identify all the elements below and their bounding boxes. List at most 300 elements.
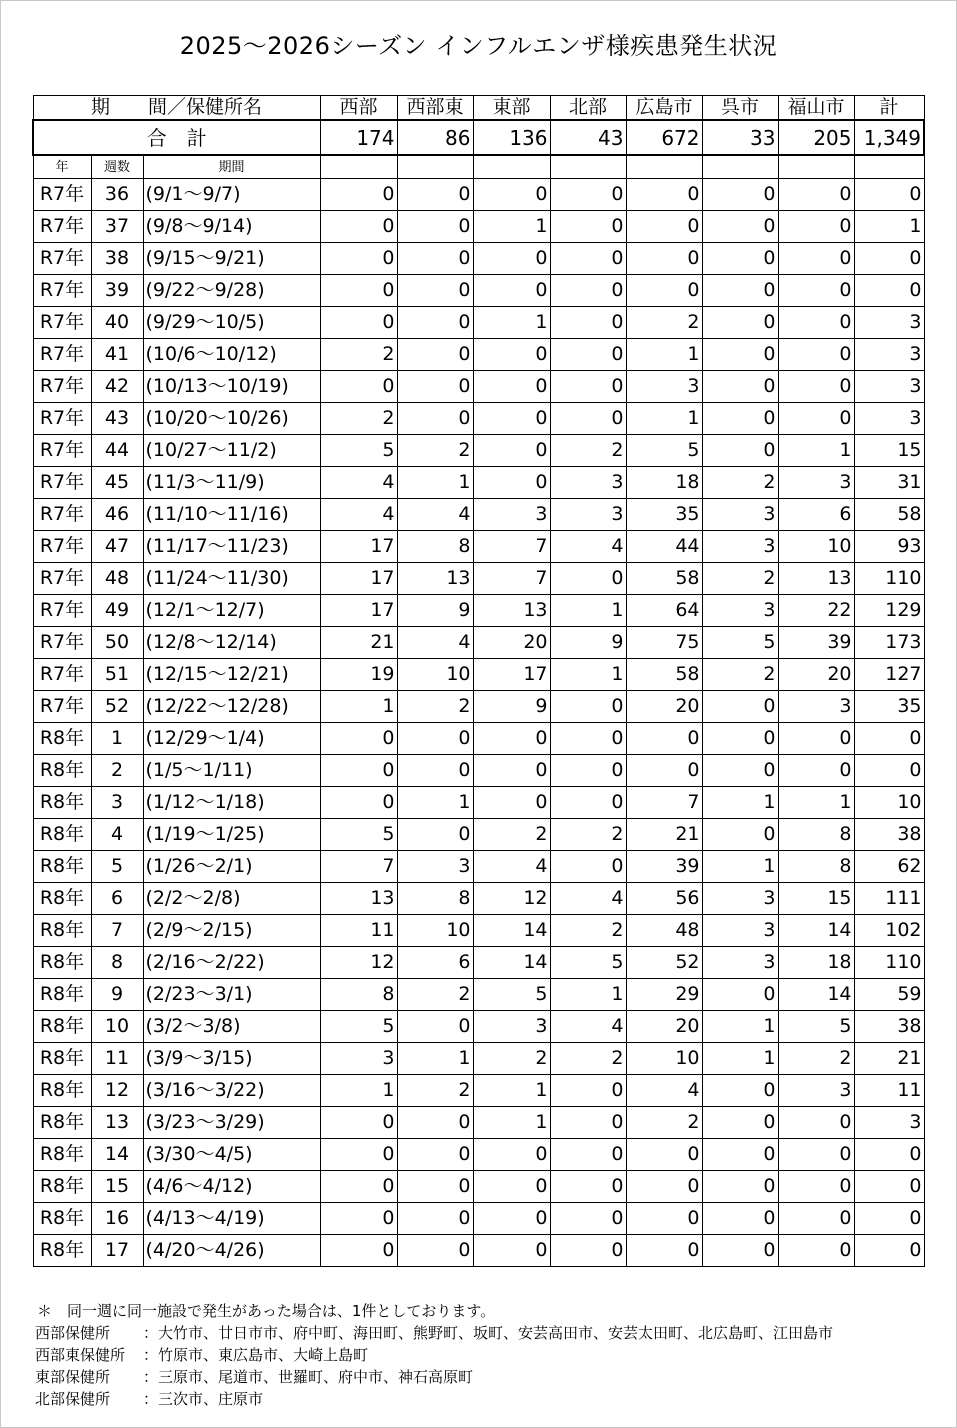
cell-hokubu: 3 xyxy=(550,467,626,499)
row-period: (11/24～11/30) xyxy=(143,563,320,595)
district-name: 西部保健所 xyxy=(35,1324,111,1342)
cell-hiroshima: 7 xyxy=(626,787,702,819)
table-row xyxy=(33,211,924,243)
table-row xyxy=(33,563,924,595)
cell-fukuyama: 2 xyxy=(778,1043,854,1075)
subheader-blank xyxy=(626,155,702,179)
subheader-week: 週数 xyxy=(91,155,143,179)
cell-hiroshima: 58 xyxy=(626,563,702,595)
cell-fukuyama: 0 xyxy=(778,371,854,403)
cell-tobu: 0 xyxy=(473,339,550,371)
col-header-tobu: 東部 xyxy=(473,96,550,121)
cell-total: 58 xyxy=(854,499,924,531)
cell-seibu-higashi: 2 xyxy=(397,1075,473,1107)
subheader-year: 年 xyxy=(33,155,91,179)
cell-total: 59 xyxy=(854,979,924,1011)
cell-seibu: 0 xyxy=(320,1235,397,1267)
cell-fukuyama: 14 xyxy=(778,915,854,947)
cell-tobu: 0 xyxy=(473,723,550,755)
cell-hiroshima: 2 xyxy=(626,307,702,339)
cell-hokubu: 1 xyxy=(550,595,626,627)
cell-total: 35 xyxy=(854,691,924,723)
row-week: 52 xyxy=(91,691,143,723)
cell-fukuyama: 0 xyxy=(778,1203,854,1235)
cell-kure: 3 xyxy=(702,531,778,563)
cell-fukuyama: 0 xyxy=(778,243,854,275)
cell-tobu: 7 xyxy=(473,563,550,595)
cell-fukuyama: 0 xyxy=(778,755,854,787)
cell-kure: 0 xyxy=(702,691,778,723)
note-district xyxy=(35,1344,935,1366)
note-remark: ＊ 同一週に同一施設で発生があった場合は、1件としております。 xyxy=(37,1302,496,1320)
cell-seibu-higashi: 0 xyxy=(397,1139,473,1171)
cell-fukuyama: 13 xyxy=(778,563,854,595)
cell-total: 0 xyxy=(854,1171,924,1203)
row-year: R7年 xyxy=(33,659,91,691)
cell-fukuyama: 8 xyxy=(778,819,854,851)
subheader-blank xyxy=(550,155,626,179)
cell-total: 0 xyxy=(854,1139,924,1171)
cell-fukuyama: 1 xyxy=(778,787,854,819)
cell-seibu-higashi: 0 xyxy=(397,755,473,787)
row-period: (12/29～1/4) xyxy=(143,723,320,755)
cell-tobu: 0 xyxy=(473,179,550,211)
row-period: (2/16～2/22) xyxy=(143,947,320,979)
row-year: R8年 xyxy=(33,1011,91,1043)
table-row xyxy=(33,947,924,979)
cell-seibu: 0 xyxy=(320,371,397,403)
cell-hokubu: 0 xyxy=(550,1203,626,1235)
cell-seibu: 2 xyxy=(320,403,397,435)
cell-seibu: 12 xyxy=(320,947,397,979)
col-header-total: 計 xyxy=(854,96,924,121)
cell-hokubu: 0 xyxy=(550,179,626,211)
period-header: 期 間／保健所名 xyxy=(33,96,320,121)
cell-hiroshima: 18 xyxy=(626,467,702,499)
cell-fukuyama: 1 xyxy=(778,435,854,467)
cell-hiroshima: 0 xyxy=(626,243,702,275)
row-year: R7年 xyxy=(33,627,91,659)
cell-hokubu: 0 xyxy=(550,371,626,403)
cell-hiroshima: 2 xyxy=(626,1107,702,1139)
cell-seibu-higashi: 2 xyxy=(397,691,473,723)
cell-tobu: 20 xyxy=(473,627,550,659)
table-row xyxy=(33,1043,924,1075)
cell-seibu-higashi: 0 xyxy=(397,1171,473,1203)
row-year: R8年 xyxy=(33,851,91,883)
cell-tobu: 5 xyxy=(473,979,550,1011)
cell-kure: 0 xyxy=(702,979,778,1011)
row-week: 16 xyxy=(91,1203,143,1235)
cell-total: 1 xyxy=(854,211,924,243)
cell-total: 0 xyxy=(854,275,924,307)
cell-total: 3 xyxy=(854,403,924,435)
cell-hiroshima: 3 xyxy=(626,371,702,403)
row-year: R7年 xyxy=(33,499,91,531)
note-district xyxy=(35,1322,935,1344)
cell-seibu: 1 xyxy=(320,691,397,723)
cell-hokubu: 0 xyxy=(550,211,626,243)
cell-hiroshima: 39 xyxy=(626,851,702,883)
cell-kure: 0 xyxy=(702,1203,778,1235)
cell-kure: 0 xyxy=(702,307,778,339)
cell-fukuyama: 0 xyxy=(778,275,854,307)
row-year: R8年 xyxy=(33,1139,91,1171)
cell-hokubu: 0 xyxy=(550,1139,626,1171)
row-period: (12/22～12/28) xyxy=(143,691,320,723)
cell-seibu: 5 xyxy=(320,435,397,467)
cell-hiroshima: 35 xyxy=(626,499,702,531)
row-period: (2/9～2/15) xyxy=(143,915,320,947)
cell-kure: 3 xyxy=(702,915,778,947)
cell-seibu: 4 xyxy=(320,499,397,531)
cell-hiroshima: 0 xyxy=(626,211,702,243)
row-week: 46 xyxy=(91,499,143,531)
cell-hiroshima: 64 xyxy=(626,595,702,627)
district-name: 北部保健所 xyxy=(35,1390,111,1408)
row-week: 11 xyxy=(91,1043,143,1075)
cell-seibu: 2 xyxy=(320,339,397,371)
cell-kure: 0 xyxy=(702,435,778,467)
cell-hokubu: 2 xyxy=(550,819,626,851)
cell-kure: 3 xyxy=(702,595,778,627)
cell-kure: 3 xyxy=(702,883,778,915)
cell-tobu: 0 xyxy=(473,275,550,307)
cell-tobu: 1 xyxy=(473,211,550,243)
cell-total: 0 xyxy=(854,1235,924,1267)
cell-tobu: 13 xyxy=(473,595,550,627)
cell-hokubu: 0 xyxy=(550,723,626,755)
table-row xyxy=(33,435,924,467)
cell-fukuyama: 0 xyxy=(778,723,854,755)
cell-total: 0 xyxy=(854,723,924,755)
row-week: 1 xyxy=(91,723,143,755)
cell-hiroshima: 1 xyxy=(626,339,702,371)
cell-seibu-higashi: 0 xyxy=(397,403,473,435)
row-period: (12/8～12/14) xyxy=(143,627,320,659)
total-seibu-higashi: 86 xyxy=(397,120,473,155)
cell-fukuyama: 8 xyxy=(778,851,854,883)
row-week: 36 xyxy=(91,179,143,211)
cell-hokubu: 0 xyxy=(550,755,626,787)
cell-hokubu: 4 xyxy=(550,1011,626,1043)
cell-hiroshima: 58 xyxy=(626,659,702,691)
cell-hokubu: 0 xyxy=(550,1171,626,1203)
row-year: R8年 xyxy=(33,723,91,755)
cell-kure: 1 xyxy=(702,1043,778,1075)
table-row xyxy=(33,659,924,691)
cell-total: 102 xyxy=(854,915,924,947)
cell-seibu-higashi: 9 xyxy=(397,595,473,627)
row-week: 51 xyxy=(91,659,143,691)
cell-total: 38 xyxy=(854,819,924,851)
cell-seibu-higashi: 1 xyxy=(397,787,473,819)
row-year: R8年 xyxy=(33,883,91,915)
row-year: R7年 xyxy=(33,179,91,211)
cell-hokubu: 3 xyxy=(550,499,626,531)
row-period: (2/2～2/8) xyxy=(143,883,320,915)
table-row xyxy=(33,499,924,531)
row-year: R7年 xyxy=(33,595,91,627)
row-week: 50 xyxy=(91,627,143,659)
row-week: 17 xyxy=(91,1235,143,1267)
cell-total: 62 xyxy=(854,851,924,883)
row-period: (10/27～11/2) xyxy=(143,435,320,467)
row-period: (1/26～2/1) xyxy=(143,851,320,883)
table-row xyxy=(33,595,924,627)
note-district xyxy=(35,1388,935,1410)
subheader-blank xyxy=(854,155,924,179)
subheader-blank xyxy=(397,155,473,179)
cell-seibu: 4 xyxy=(320,467,397,499)
total-kure: 33 xyxy=(702,120,778,155)
cell-kure: 0 xyxy=(702,1107,778,1139)
cell-fukuyama: 0 xyxy=(778,339,854,371)
cell-kure: 0 xyxy=(702,339,778,371)
row-year: R8年 xyxy=(33,1075,91,1107)
surveillance-table xyxy=(32,95,925,1267)
cell-seibu-higashi: 6 xyxy=(397,947,473,979)
cell-fukuyama: 0 xyxy=(778,1235,854,1267)
cell-tobu: 3 xyxy=(473,499,550,531)
row-week: 9 xyxy=(91,979,143,1011)
cell-seibu: 0 xyxy=(320,243,397,275)
cell-seibu: 17 xyxy=(320,595,397,627)
table-row xyxy=(33,1107,924,1139)
cell-hokubu: 2 xyxy=(550,1043,626,1075)
cell-tobu: 0 xyxy=(473,787,550,819)
cell-fukuyama: 0 xyxy=(778,307,854,339)
cell-seibu-higashi: 0 xyxy=(397,1235,473,1267)
cell-tobu: 0 xyxy=(473,1203,550,1235)
subheader-blank xyxy=(473,155,550,179)
cell-kure: 2 xyxy=(702,659,778,691)
cell-kure: 0 xyxy=(702,211,778,243)
total-hokubu: 43 xyxy=(550,120,626,155)
row-period: (2/23～3/1) xyxy=(143,979,320,1011)
cell-fukuyama: 6 xyxy=(778,499,854,531)
cell-seibu: 0 xyxy=(320,1107,397,1139)
cell-total: 173 xyxy=(854,627,924,659)
cell-kure: 0 xyxy=(702,179,778,211)
row-week: 39 xyxy=(91,275,143,307)
district-name: 東部保健所 xyxy=(35,1368,111,1386)
row-week: 3 xyxy=(91,787,143,819)
cell-hiroshima: 52 xyxy=(626,947,702,979)
cell-seibu-higashi: 3 xyxy=(397,851,473,883)
row-period: (3/9～3/15) xyxy=(143,1043,320,1075)
cell-seibu-higashi: 2 xyxy=(397,435,473,467)
cell-hokubu: 0 xyxy=(550,1107,626,1139)
cell-seibu: 0 xyxy=(320,275,397,307)
cell-seibu-higashi: 0 xyxy=(397,307,473,339)
cell-kure: 0 xyxy=(702,1235,778,1267)
cell-hiroshima: 44 xyxy=(626,531,702,563)
row-year: R7年 xyxy=(33,467,91,499)
cell-kure: 0 xyxy=(702,371,778,403)
cell-hiroshima: 75 xyxy=(626,627,702,659)
table-row xyxy=(33,275,924,307)
cell-fukuyama: 0 xyxy=(778,179,854,211)
cell-hiroshima: 0 xyxy=(626,275,702,307)
table-row xyxy=(33,1235,924,1267)
cell-fukuyama: 0 xyxy=(778,1139,854,1171)
cell-seibu-higashi: 2 xyxy=(397,979,473,1011)
cell-fukuyama: 0 xyxy=(778,1171,854,1203)
cell-seibu-higashi: 1 xyxy=(397,467,473,499)
row-year: R7年 xyxy=(33,307,91,339)
cell-hiroshima: 0 xyxy=(626,723,702,755)
row-week: 40 xyxy=(91,307,143,339)
cell-seibu: 0 xyxy=(320,307,397,339)
row-week: 49 xyxy=(91,595,143,627)
cell-hiroshima: 4 xyxy=(626,1075,702,1107)
cell-hokubu: 0 xyxy=(550,243,626,275)
cell-hokubu: 0 xyxy=(550,1075,626,1107)
total-hiroshima: 672 xyxy=(626,120,702,155)
cell-kure: 3 xyxy=(702,947,778,979)
cell-kure: 0 xyxy=(702,819,778,851)
district-name: 西部東保健所 xyxy=(35,1346,126,1364)
row-period: (4/6～4/12) xyxy=(143,1171,320,1203)
cell-seibu: 0 xyxy=(320,211,397,243)
cell-total: 3 xyxy=(854,371,924,403)
table-row xyxy=(33,851,924,883)
totals-row xyxy=(33,120,924,155)
cell-total: 110 xyxy=(854,563,924,595)
cell-fukuyama: 14 xyxy=(778,979,854,1011)
cell-tobu: 12 xyxy=(473,883,550,915)
cell-fukuyama: 22 xyxy=(778,595,854,627)
cell-seibu: 0 xyxy=(320,1203,397,1235)
district-areas: ：大竹市、廿日市市、府中町、海田町、熊野町、坂町、安芸高田市、安芸太田町、北広島町、江田島市 xyxy=(143,1324,834,1342)
cell-fukuyama: 39 xyxy=(778,627,854,659)
cell-kure: 0 xyxy=(702,243,778,275)
cell-tobu: 0 xyxy=(473,243,550,275)
cell-tobu: 2 xyxy=(473,1043,550,1075)
cell-seibu-higashi: 8 xyxy=(397,883,473,915)
district-areas: ：竹原市、東広島市、大崎上島町 xyxy=(143,1346,369,1364)
col-header-kure: 呉市 xyxy=(702,96,778,121)
cell-tobu: 0 xyxy=(473,371,550,403)
cell-total: 127 xyxy=(854,659,924,691)
cell-hokubu: 0 xyxy=(550,787,626,819)
cell-total: 0 xyxy=(854,243,924,275)
cell-seibu-higashi: 0 xyxy=(397,1107,473,1139)
cell-seibu-higashi: 10 xyxy=(397,659,473,691)
cell-total: 93 xyxy=(854,531,924,563)
row-week: 48 xyxy=(91,563,143,595)
cell-tobu: 0 xyxy=(473,1171,550,1203)
cell-hokubu: 0 xyxy=(550,1235,626,1267)
total-seibu: 174 xyxy=(320,120,397,155)
row-year: R8年 xyxy=(33,819,91,851)
cell-tobu: 0 xyxy=(473,403,550,435)
cell-total: 11 xyxy=(854,1075,924,1107)
cell-seibu: 11 xyxy=(320,915,397,947)
row-year: R7年 xyxy=(33,371,91,403)
table-row xyxy=(33,531,924,563)
row-period: (11/3～11/9) xyxy=(143,467,320,499)
row-period: (4/13～4/19) xyxy=(143,1203,320,1235)
cell-hiroshima: 0 xyxy=(626,1139,702,1171)
cell-seibu-higashi: 0 xyxy=(397,179,473,211)
cell-seibu: 5 xyxy=(320,1011,397,1043)
cell-hokubu: 2 xyxy=(550,915,626,947)
row-week: 13 xyxy=(91,1107,143,1139)
row-period: (4/20～4/26) xyxy=(143,1235,320,1267)
row-week: 15 xyxy=(91,1171,143,1203)
cell-total: 31 xyxy=(854,467,924,499)
cell-seibu-higashi: 8 xyxy=(397,531,473,563)
cell-total: 0 xyxy=(854,179,924,211)
cell-hiroshima: 29 xyxy=(626,979,702,1011)
cell-seibu: 0 xyxy=(320,1171,397,1203)
cell-kure: 1 xyxy=(702,851,778,883)
cell-seibu: 0 xyxy=(320,179,397,211)
cell-kure: 0 xyxy=(702,755,778,787)
cell-tobu: 14 xyxy=(473,947,550,979)
row-year: R8年 xyxy=(33,787,91,819)
cell-hokubu: 0 xyxy=(550,307,626,339)
cell-total: 0 xyxy=(854,755,924,787)
cell-total: 21 xyxy=(854,1043,924,1075)
cell-seibu: 21 xyxy=(320,627,397,659)
row-year: R8年 xyxy=(33,1107,91,1139)
cell-seibu-higashi: 4 xyxy=(397,499,473,531)
table-row xyxy=(33,883,924,915)
cell-fukuyama: 0 xyxy=(778,403,854,435)
cell-kure: 0 xyxy=(702,1139,778,1171)
row-year: R8年 xyxy=(33,915,91,947)
cell-fukuyama: 5 xyxy=(778,1011,854,1043)
cell-hiroshima: 0 xyxy=(626,1171,702,1203)
cell-tobu: 7 xyxy=(473,531,550,563)
row-year: R8年 xyxy=(33,1235,91,1267)
cell-fukuyama: 3 xyxy=(778,467,854,499)
cell-total: 38 xyxy=(854,1011,924,1043)
cell-kure: 0 xyxy=(702,275,778,307)
cell-hokubu: 5 xyxy=(550,947,626,979)
row-period: (10/20～10/26) xyxy=(143,403,320,435)
cell-total: 15 xyxy=(854,435,924,467)
row-week: 2 xyxy=(91,755,143,787)
table-row xyxy=(33,979,924,1011)
cell-kure: 0 xyxy=(702,403,778,435)
cell-hiroshima: 5 xyxy=(626,435,702,467)
row-period: (10/6～10/12) xyxy=(143,339,320,371)
row-year: R8年 xyxy=(33,1203,91,1235)
row-period: (9/22～9/28) xyxy=(143,275,320,307)
total-tobu: 136 xyxy=(473,120,550,155)
cell-hokubu: 0 xyxy=(550,563,626,595)
cell-hiroshima: 10 xyxy=(626,1043,702,1075)
cell-hokubu: 1 xyxy=(550,979,626,1011)
cell-tobu: 0 xyxy=(473,467,550,499)
table-row xyxy=(33,691,924,723)
table-row xyxy=(33,179,924,211)
row-week: 45 xyxy=(91,467,143,499)
row-period: (3/2～3/8) xyxy=(143,1011,320,1043)
cell-hokubu: 1 xyxy=(550,659,626,691)
table-row xyxy=(33,819,924,851)
cell-hiroshima: 1 xyxy=(626,403,702,435)
row-week: 41 xyxy=(91,339,143,371)
cell-hiroshima: 48 xyxy=(626,915,702,947)
cell-total: 3 xyxy=(854,339,924,371)
row-period: (1/5～1/11) xyxy=(143,755,320,787)
col-header-seibu-higashi: 西部東 xyxy=(397,96,473,121)
